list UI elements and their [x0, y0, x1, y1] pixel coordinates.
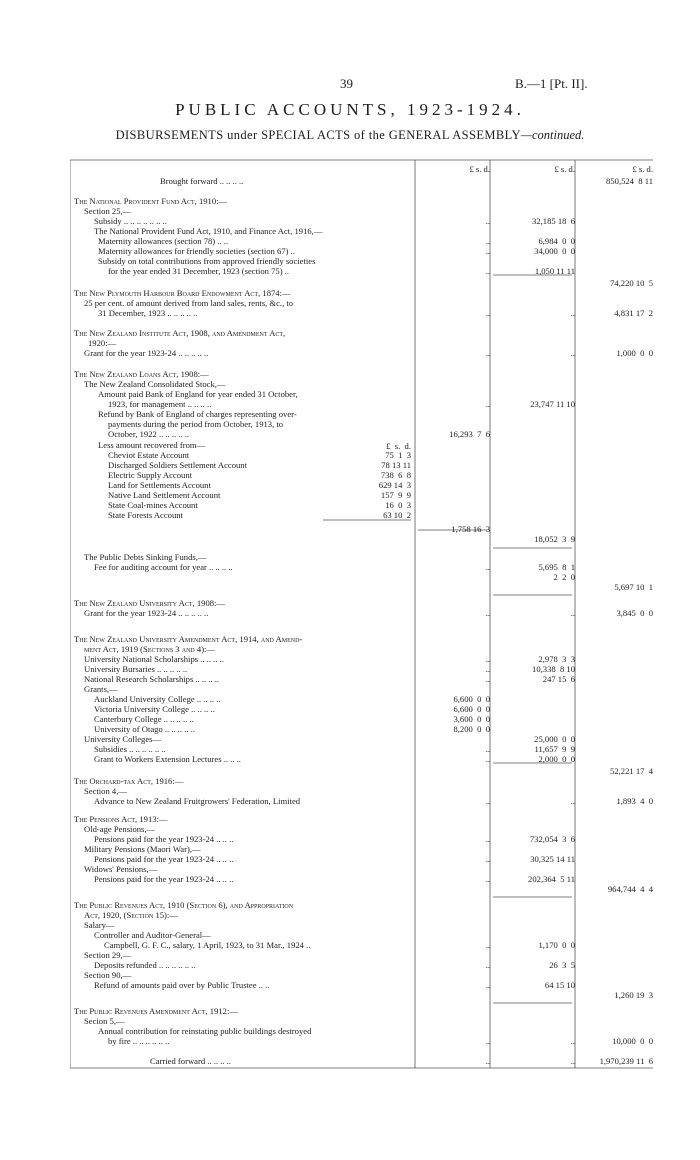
act-heading [70, 369, 416, 379]
amount-c1: .. [485, 796, 490, 806]
line-text: University National Scholarships .. .. .. .. [84, 654, 224, 664]
amount-c2: .. [570, 308, 575, 318]
line-text: Controller and Auditor-General— [94, 930, 211, 940]
line-text: University of Otago .. .. .. .. .. [94, 724, 195, 734]
act-heading [70, 196, 416, 206]
line-text: 31 December, 1923 .. .. .. .. .. [98, 308, 198, 318]
line-description [70, 930, 436, 940]
amount-c3: 10,000 0 0 [612, 1036, 653, 1046]
amount-c2: 247 15 6 [542, 674, 575, 684]
line-text: The Orchard-tax Act, 1916:— [74, 776, 184, 786]
line-text: Victoria University College .. .. .. .. [94, 704, 215, 714]
line-text: Campbell, G. F. C., salary, 1 April, 1923, to 31 Mar., 1924 .. [104, 940, 311, 950]
line-text: Subsidy .. .. .. .. .. .. .. [94, 216, 167, 226]
line-description [70, 266, 450, 276]
line-description [70, 176, 502, 186]
line-description [70, 684, 426, 694]
amount-c3: 4,831 17 2 [614, 308, 653, 318]
sub-amount: 738 6 8 [380, 470, 411, 480]
line-text: State Forests Account [108, 510, 183, 520]
amount-c1: 6,600 0 0 [453, 694, 490, 704]
amount-c3: 1,260 19 3 [614, 990, 653, 1000]
amount-c1: 3,600 0 0 [453, 714, 490, 724]
amount-c3: 74,220 10 5 [610, 278, 653, 288]
line-description [70, 298, 426, 308]
line-text: University Colleges— [84, 734, 162, 744]
amount-c1: .. [485, 216, 490, 226]
line-text: Act, 1920, (Section 15):— [84, 910, 178, 920]
amount-c3: 52,221 17 4 [610, 766, 653, 776]
line-text: Amount paid Bank of England for year ended 31 October, [98, 389, 298, 399]
line-text: for the year ended 31 December, 1923 (section 75) .. [108, 266, 290, 276]
act-heading [70, 634, 416, 644]
amount-c1: .. [485, 246, 490, 256]
line-text: The New Zealand Loans Act, 1908:— [74, 369, 209, 379]
act-heading [70, 1006, 416, 1016]
line-description [70, 950, 426, 960]
amount-c1: .. [485, 1056, 490, 1066]
amount-c2: .. [570, 348, 575, 358]
amount-c2: 18,052 3 9 [534, 534, 575, 544]
line-text: Refund by Bank of England of charges representing over- [98, 409, 297, 419]
amount-c2: 732,054 3 6 [529, 834, 575, 844]
line-text: Grant for the year 1923-24 .. .. .. .. .. [84, 348, 209, 358]
amount-c1: .. [485, 399, 490, 409]
line-text: Subsidies .. .. .. .. .. .. [94, 744, 166, 754]
line-text: The Pensions Act, 1913:— [74, 814, 168, 824]
amount-c2: 32,185 18 6 [532, 216, 575, 226]
line-text: The Public Debts Sinking Funds,— [84, 552, 207, 562]
line-text: Maternity allowances (section 78) .. .. [98, 236, 229, 246]
line-description [70, 429, 450, 439]
line-text: Section 29,— [84, 950, 132, 960]
line-description [70, 714, 436, 724]
act-heading [70, 814, 416, 824]
line-text: National Research Scholarships .. .. .. .. [84, 674, 220, 684]
amount-c1: 6,600 0 0 [453, 704, 490, 714]
line-text: Native Land Settlement Account [108, 490, 221, 500]
line-description [70, 562, 436, 572]
amount-c1: .. [485, 654, 490, 664]
line-text: Military Pensions (Maori War),— [84, 844, 201, 854]
column-header-1: £ s. d. [469, 164, 490, 174]
line-text: Fee for auditing account for year .. .. .. .. [94, 562, 233, 572]
amount-c1: .. [485, 744, 490, 754]
amount-c2: .. [570, 796, 575, 806]
line-text: Auckland University College .. .. .. .. [94, 694, 221, 704]
amount-c1: .. [485, 266, 490, 276]
line-description [70, 786, 426, 796]
line-description [70, 940, 446, 950]
amount-c1: .. [485, 348, 490, 358]
line-description [70, 824, 426, 834]
amount-c2: 64 15 10 [544, 980, 575, 990]
line-description [70, 920, 426, 930]
line-text: The New Plymouth Harbour Board Endowment Act, 1874:— [74, 288, 291, 298]
line-text: Deposits refunded .. .. .. .. .. .. [94, 960, 196, 970]
line-description [70, 379, 426, 389]
amount-c1: .. [485, 1036, 490, 1046]
line-text: Section 4,— [84, 786, 127, 796]
line-description [70, 694, 436, 704]
page-number: 39 [340, 76, 353, 91]
amount-c3: 3,845 0 0 [616, 608, 653, 618]
amount-c3: 1,970,239 11 6 [599, 1056, 653, 1066]
sub-amount: 16 0 3 [385, 500, 411, 510]
line-description [70, 970, 426, 980]
amount-c2: 5,695 8 1 [538, 562, 575, 572]
line-text: Discharged Soldiers Settlement Account [108, 460, 247, 470]
amount-c1: .. [485, 754, 490, 764]
line-text: Subsidy on total contributions from approved friendly societies [98, 256, 316, 266]
line-text: Brought forward .. .. .. .. [160, 176, 244, 186]
line-description [70, 399, 450, 409]
amount-c2: 2,978 3 3 [538, 654, 575, 664]
amount-c1: .. [485, 980, 490, 990]
amount-c2: .. [570, 608, 575, 618]
line-description [70, 1016, 426, 1026]
page-subtitle [0, 128, 700, 143]
line-text: Grant for the year 1923-24 .. .. .. .. .. [84, 608, 209, 618]
amount-c1: .. [485, 236, 490, 246]
line-description [70, 960, 436, 970]
amount-c1: .. [485, 940, 490, 950]
line-text: Secion 5,— [84, 1016, 125, 1026]
amount-c1: 8,200 0 0 [453, 724, 490, 734]
line-text: The New Zealand University Amendment Act, 1914, and Amend- [74, 634, 303, 644]
line-description [70, 440, 440, 450]
column-header-2: £ s. d. [554, 164, 575, 174]
line-description [70, 844, 426, 854]
line-description [70, 704, 436, 714]
line-description [70, 834, 436, 844]
act-heading [70, 910, 426, 920]
amount-c2: .. [570, 1036, 575, 1046]
line-text: Less amount recovered from— [98, 440, 206, 450]
amount-c3: 1,893 4 0 [616, 796, 653, 806]
amount-c3: 964,744 4 4 [607, 884, 653, 894]
line-text: 1920:— [88, 338, 117, 348]
line-text: The New Zealand Institute Act, 1908, and Amendment Act, [74, 328, 286, 338]
amount-c1: .. [485, 608, 490, 618]
line-description [70, 980, 436, 990]
act-heading [70, 288, 416, 298]
amount-c1: .. [485, 834, 490, 844]
amount-c1: .. [485, 664, 490, 674]
disbursements-table [70, 158, 653, 1158]
line-text: The Public Revenues Amendment Act, 1912:— [74, 1006, 238, 1016]
amount-c2: 1,050 11 11 [534, 266, 575, 276]
line-description [70, 246, 440, 256]
sub-amount: 63 10 2 [383, 510, 411, 520]
line-text: The National Provident Fund Act, 1910, and Finance Act, 1916,— [94, 226, 323, 236]
line-text: October, 1922 .. .. .. .. .. [108, 429, 190, 439]
amount-c2: 30,325 14 11 [530, 854, 575, 864]
amount-c3: 850,524 8 11 [606, 176, 653, 186]
line-text: Old-age Pensions,— [84, 824, 156, 834]
line-description [70, 864, 426, 874]
amount-c2: 34,000 0 0 [534, 246, 575, 256]
line-text: The New Zealand University Act, 1908:— [74, 598, 226, 608]
line-description [70, 226, 436, 236]
amount-c1: .. [485, 874, 490, 884]
line-text: Advance to New Zealand Fruitgrowers' Federation, Limited [94, 796, 301, 806]
column-header-3: £ s. d. [632, 164, 653, 174]
line-description [70, 338, 430, 348]
line-description [70, 608, 426, 618]
line-description [70, 236, 440, 246]
line-description [70, 744, 436, 754]
line-description [70, 796, 436, 806]
amount-c2: 2,000 0 0 [538, 754, 575, 764]
act-heading [70, 900, 416, 910]
line-text: ment Act, 1919 (Sections 3 and 4):— [84, 644, 216, 654]
amount-c2: 10,338 8 10 [532, 664, 575, 674]
line-text: Grants,— [84, 684, 118, 694]
amount-c2: .. [570, 1056, 575, 1066]
amount-c2: 202,364 5 11 [528, 874, 575, 884]
line-text: Carried forward .. .. .. .. [150, 1056, 231, 1066]
subtitle-main: DISBURSEMENTS under SPECIAL ACTS of the GENERAL ASSEMBLY [115, 128, 521, 142]
line-text: Salary— [84, 920, 115, 930]
line-description [70, 419, 450, 429]
line-description [70, 216, 436, 226]
line-description [70, 256, 440, 266]
amount-c2: 1,170 0 0 [538, 940, 575, 950]
line-text: 1923, for management .. .. .. .. [108, 399, 212, 409]
line-text: Canterbury College .. .. .. .. .. [94, 714, 194, 724]
line-text: Grant to Workers Extension Lectures .. .. .. [94, 754, 241, 764]
act-heading [70, 644, 426, 654]
line-description [70, 348, 426, 358]
sub-amount: 629 14 3 [378, 480, 411, 490]
subtitle-continued: —continued. [520, 128, 585, 142]
line-text: payments during the period from October, 1913, to [108, 419, 284, 429]
line-description [70, 874, 436, 884]
line-text: University Bursaries .. .. .. .. .. [84, 664, 188, 674]
line-description [70, 308, 440, 318]
line-description [70, 674, 426, 684]
amount-c1: .. [485, 960, 490, 970]
act-heading [70, 776, 416, 786]
amount-c2: 2 2 0 [553, 572, 575, 582]
line-text: Electric Supply Account [108, 470, 193, 480]
line-text: Pensions paid for the year 1923-24 .. .. .. [94, 874, 234, 884]
line-text: Widows' Pensions,— [84, 864, 158, 874]
amount-c1: .. [485, 674, 490, 684]
sub-amount: 157 9 9 [380, 490, 411, 500]
line-description [70, 854, 436, 864]
page-title: PUBLIC ACCOUNTS, 1923-1924. [175, 100, 525, 119]
line-text: by fire .. .. .. .. .. .. [108, 1036, 170, 1046]
amount-c1: 16,293 7 6 [449, 429, 490, 439]
line-description [70, 1056, 492, 1066]
amount-c1: .. [485, 562, 490, 572]
line-text: The National Provident Fund Act, 1910:— [74, 196, 228, 206]
line-description [70, 1036, 450, 1046]
line-text: Pensions paid for the year 1923-24 .. .. .. [94, 854, 234, 864]
amount-c2: 6,984 0 0 [538, 236, 575, 246]
line-description [70, 389, 440, 399]
amount-c3: 5,697 10 1 [614, 582, 653, 592]
line-text: Section 90,— [84, 970, 132, 980]
document-reference: B.—1 [Pt. II]. [515, 76, 588, 91]
amount-c2: 23,747 11 10 [530, 399, 575, 409]
line-description [70, 552, 426, 562]
sub-amount: 75 1 3 [385, 450, 411, 460]
amount-c1: .. [485, 854, 490, 864]
line-text: Refund of amounts paid over by Public Trustee .. .. [94, 980, 270, 990]
line-text: Section 25,— [84, 206, 132, 216]
amount-c1: .. [485, 308, 490, 318]
line-text: 25 per cent. of amount derived from land sales, rents, &c., to [84, 298, 294, 308]
line-description [70, 754, 436, 764]
line-description [70, 724, 436, 734]
line-text: Land for Settlements Account [108, 480, 211, 490]
line-text: Cheviot Estate Account [108, 450, 190, 460]
amount-c2: 25,000 0 0 [534, 734, 575, 744]
line-description [70, 1026, 440, 1036]
amount-c1: 1,758 16 3 [451, 524, 490, 534]
less-column-header: £ s. d. [386, 441, 411, 451]
sub-amount: 78 13 11 [381, 460, 411, 470]
line-text: State Coal-mines Account [108, 500, 198, 510]
amount-c2: 11,657 9 9 [534, 744, 575, 754]
line-text: Annual contribution for reinstating public buildings destroyed [98, 1026, 312, 1036]
line-description [70, 409, 440, 419]
line-text: The Public Revenues Act, 1910 (Section 6), and Appropriation [74, 900, 294, 910]
line-text: Pensions paid for the year 1923-24 .. .. .. [94, 834, 234, 844]
act-heading [70, 328, 416, 338]
line-description [70, 206, 426, 216]
amount-c2: 26 3 5 [549, 960, 575, 970]
line-description [70, 664, 426, 674]
line-description [70, 734, 426, 744]
line-text: The New Zealand Consolidated Stock,— [84, 379, 226, 389]
amount-c3: 1,000 0 0 [616, 348, 653, 358]
act-heading [70, 598, 416, 608]
line-description [70, 654, 426, 664]
line-text: Maternity allowances for friendly societies (section 67) .. [98, 246, 295, 256]
